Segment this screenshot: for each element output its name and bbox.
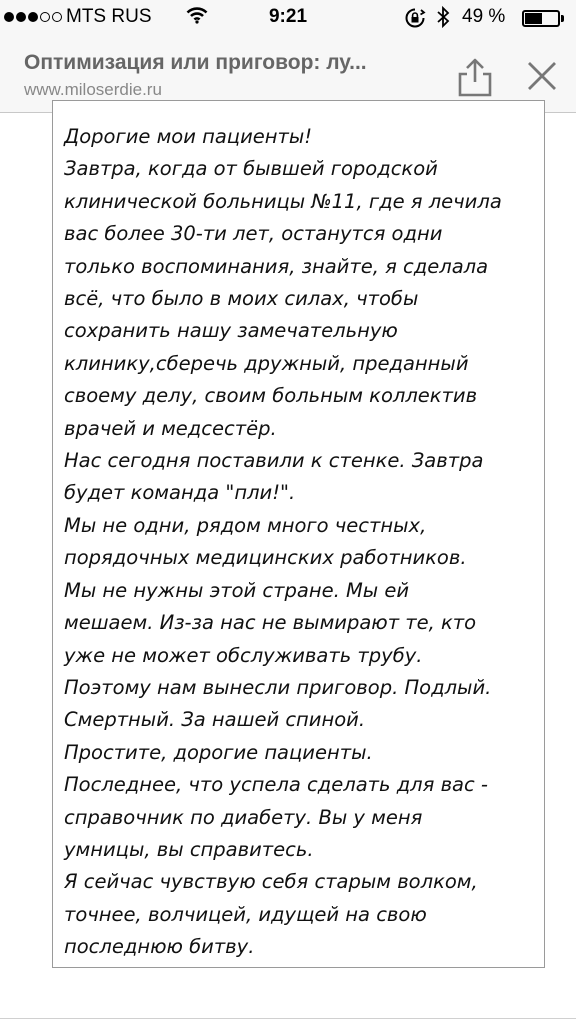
- letter-line: Простите, дорогие пациенты.: [64, 740, 373, 764]
- letter-line: сохранить нашу замечательную: [64, 319, 398, 343]
- letter-line: клинику,сберечь дружный, преданный: [64, 351, 469, 375]
- letter-line: вас более 30-ти лет, останутся одни: [64, 222, 443, 246]
- letter-line: Мы не одни, рядом много честных,: [64, 513, 427, 537]
- letter-line: последнюю битву.: [64, 935, 255, 959]
- letter-line: умницы, вы справитесь.: [64, 837, 314, 861]
- letter-line: врачей и медсестёр.: [64, 416, 277, 440]
- status-bar: [0, 0, 576, 36]
- letter-line: Поэтому нам вынесли приговор. Подлый.: [64, 675, 492, 699]
- share-button[interactable]: [453, 54, 497, 98]
- close-button[interactable]: [522, 56, 562, 96]
- letter-line: клинической больницы №11, где я лечила: [64, 189, 502, 213]
- bottom-divider: [0, 1018, 576, 1019]
- rotation-lock-icon: [404, 7, 426, 35]
- letter-text: [64, 121, 538, 964]
- letter-line: мешаем. Из-за нас не вымирают те, кто: [64, 611, 477, 635]
- share-icon: [453, 54, 497, 98]
- letter-line: справочник по диабету. Вы у меня: [64, 805, 423, 829]
- letter-line: Последнее, что успела сделать для вас -: [64, 773, 488, 797]
- letter-line: точнее, волчицей, идущей на свою: [64, 902, 427, 926]
- browser-chrome: [0, 0, 576, 113]
- letter-line: Нас сегодня поставили к стенке. Завтра: [64, 449, 484, 473]
- battery-percentage: 49 %: [462, 6, 506, 27]
- battery-cap: [561, 15, 564, 22]
- letter-line: уже не может обслуживать трубу.: [64, 643, 423, 667]
- close-icon: [522, 56, 562, 96]
- letter-line: своему делу, своим больным коллектив: [64, 384, 478, 408]
- letter-line: будет команда "пли!".: [64, 481, 296, 505]
- status-time: 9:21: [268, 6, 308, 27]
- letter-line: Завтра, когда от бывшей городской: [64, 157, 438, 181]
- letter-line: всё, что было в моих силах, чтобы: [64, 287, 419, 311]
- page-title[interactable]: Оптимизация или приговор: лу...: [24, 51, 367, 74]
- battery-icon: [522, 10, 560, 27]
- carrier-name: MTS RUS: [66, 6, 152, 27]
- letter-line: только воспоминания, знайте, я сделала: [64, 254, 489, 278]
- letter-line: Я сейчас чувствую себя старым волком,: [64, 870, 478, 894]
- letter-line: Смертный. За нашей спиной.: [64, 708, 366, 732]
- bluetooth-icon: [436, 5, 450, 35]
- letter-line: порядочных медицинских работников.: [64, 546, 467, 570]
- battery-level-fill: [525, 13, 542, 24]
- page-url[interactable]: www.miloserdie.ru: [24, 80, 162, 99]
- letter-line: Мы не нужны этой стране. Мы ей: [64, 578, 410, 602]
- letter-text-box: [52, 100, 545, 968]
- letter-line: Дорогие мои пациенты!: [64, 125, 313, 148]
